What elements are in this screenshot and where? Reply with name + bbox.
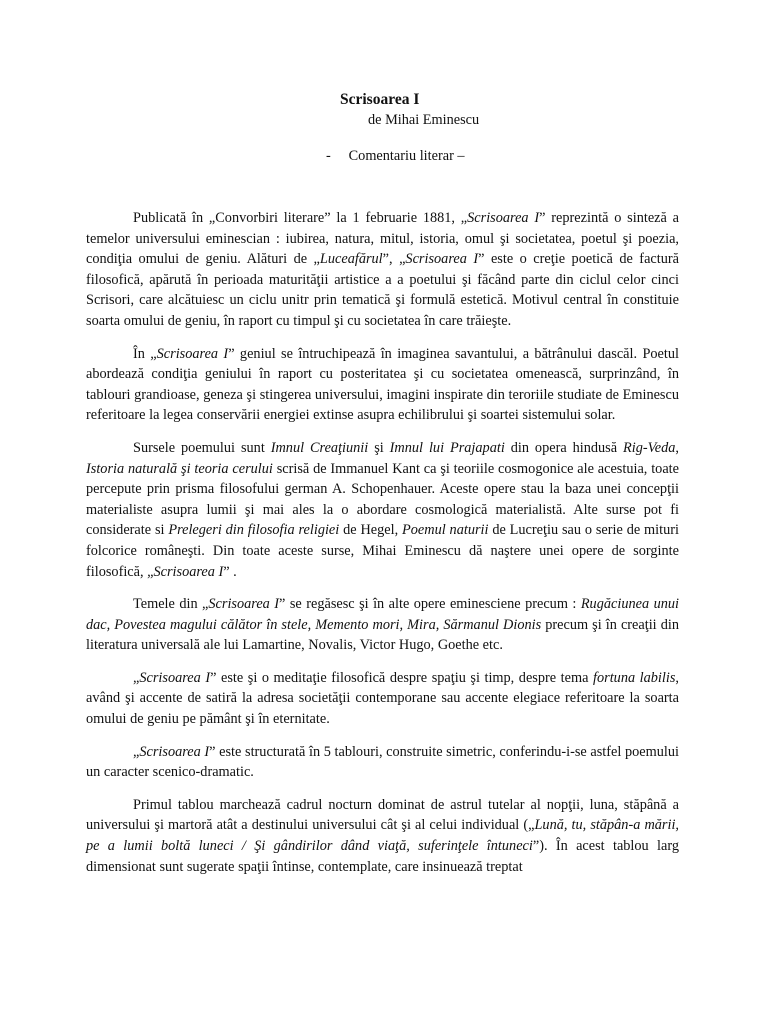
paragraph-4 bbox=[86, 594, 679, 656]
text-run: ” reprezintă o sinteză a temelor universului eminescian : iubirea, natura, mitul, istoria, omul şi societatea, poetul şi poezia, condiţia omului de geniu. Alături de „ bbox=[86, 210, 679, 268]
italic-text-run: Prelegeri din filosofia religiei bbox=[168, 522, 340, 539]
paragraph-5 bbox=[86, 668, 679, 730]
italic-text-run: Scrisoarea I bbox=[153, 563, 224, 580]
document-body bbox=[86, 208, 679, 889]
italic-text-run: Rugăciunea unui dac, Povestea magului călător în stele, Memento mori, Mira, Sărmanul Dionis bbox=[86, 596, 679, 633]
italic-text-run: fortuna labilis bbox=[593, 669, 676, 686]
italic-text-run: Scrisoarea I bbox=[208, 596, 280, 613]
text-run: ” este şi o meditaţie filosofică despre spaţiu şi timp, despre tema bbox=[210, 669, 594, 686]
paragraph-6 bbox=[86, 742, 679, 783]
paragraph-3 bbox=[86, 438, 679, 582]
text-run: şi bbox=[368, 439, 390, 456]
italic-text-run: Istoria naturală şi teoria cerului bbox=[86, 460, 273, 477]
text-run: , bbox=[675, 439, 679, 456]
text-run: precum şi în creaţii din literatura universală ale lui Lamartine, Novalis, Victor Hugo, Goethe etc. bbox=[86, 616, 679, 654]
italic-text-run: Scrisoarea I bbox=[156, 345, 229, 362]
italic-text-run: Imnul lui Prajapati bbox=[389, 439, 505, 456]
text-run: Sursele poemului sunt bbox=[133, 439, 271, 456]
text-run: „ bbox=[133, 669, 140, 686]
italic-text-run: Luceafărul bbox=[319, 251, 383, 268]
text-run: scrisă de Immanuel Kant ca şi teoriile cosmogonice ale acestuia, toate percepute prin prisma filosofului german A. Schopenhauer. Aceste opere stau la baza unei concepţii materialiste asupra lumii şi mai ales la o abordare cosmologică materialistă. Alte surse pot fi considerate si bbox=[86, 460, 679, 539]
paragraph-2 bbox=[86, 344, 679, 426]
italic-text-run: Scrisoarea I bbox=[139, 669, 211, 686]
text-run: ” geniul se întruchipează în imaginea savantului, a bătrânului dascăl. Poetul abordează condiţia geniului în raport cu posteritatea şi cu societatea omenească, surprinzând, în tablouri grandioase, geneza şi stingerea universului, imagini inspirate din teroriile studiate de Eminescu referitoare la legea conservării energiei extinse asupra echilibrului şi soartei sistemului solar. bbox=[86, 345, 679, 424]
text-run: de Hegel, bbox=[339, 522, 403, 539]
text-run: de Lucreţiu sau o serie de mituri folcorice româneşti. Din toate aceste surse, Mihai Eminescu dă naştere unei opere de sorginte filosofică, „ bbox=[86, 522, 679, 580]
italic-text-run: Imnul Creaţiunii bbox=[270, 439, 369, 456]
document-author: de Mihai Eminescu bbox=[368, 112, 480, 128]
text-run: ” se regăsesc şi în alte opere eminesciene precum : bbox=[279, 596, 581, 613]
text-run: , având şi accente de satiră la adresa societăţii contemporane sau accente elegiace referitoare la soarta omului de geniu pe pământ şi în eternitate. bbox=[86, 669, 679, 728]
paragraph-1 bbox=[86, 208, 679, 332]
document-title: Scrisoarea I bbox=[340, 91, 420, 108]
text-run: ”). În acest tablou larg dimensionat sunt sugerate spaţii întinse, contemplate, care insinuează treptat bbox=[86, 838, 679, 875]
italic-text-run: Rig-Veda bbox=[623, 439, 676, 456]
text-run: Publicată în „Convorbiri literare” la 1 februarie 1881, „ bbox=[133, 210, 468, 226]
paragraph-7 bbox=[86, 795, 679, 877]
text-run: ” este structurată în 5 tablouri, construite simetric, conferindu-i-se astfel poemului un caracter scenico-dramatic. bbox=[86, 743, 679, 781]
text-run: din opera hindusă bbox=[504, 439, 624, 456]
text-run: ”, „ bbox=[382, 251, 406, 268]
text-run: În „ bbox=[133, 345, 157, 362]
text-run: Primul tablou marchează cadrul nocturn dominat de astrul tutelar al nopţii, luna, stăpână a universului şi martoră atât a destinului universului cât şi al celui individual („ bbox=[86, 796, 679, 834]
document-subtitle: - Comentariu literar – bbox=[326, 148, 465, 164]
text-run: ” este o creţie poetică de factură filosofică, apărută în perioada maturităţii artistice a a poetului şi făcând parte din ciclul celor cinci Scrisori, care alcătuiesc un ciclu unitr prin tematică şi formulă estetică. Motivul central în constituie soarta omului de geniu, în raport cu timpul şi cu societatea în care trăieşte. bbox=[86, 251, 679, 329]
italic-text-run: Poemul naturii bbox=[402, 522, 489, 539]
italic-text-run: Scrisoarea I bbox=[467, 210, 540, 226]
text-run: „ bbox=[133, 743, 140, 760]
italic-text-run: Scrisoarea I bbox=[139, 743, 210, 760]
text-run: Temele din „ bbox=[133, 596, 209, 613]
text-run: ” . bbox=[223, 563, 237, 580]
italic-text-run: Scrisoarea I bbox=[405, 251, 479, 268]
italic-text-run: Lună, tu, stăpân-a mării, pe a lumii boltă luneci / Şi gândirilor dând viaţă, suferinţele întunecі bbox=[86, 817, 680, 855]
